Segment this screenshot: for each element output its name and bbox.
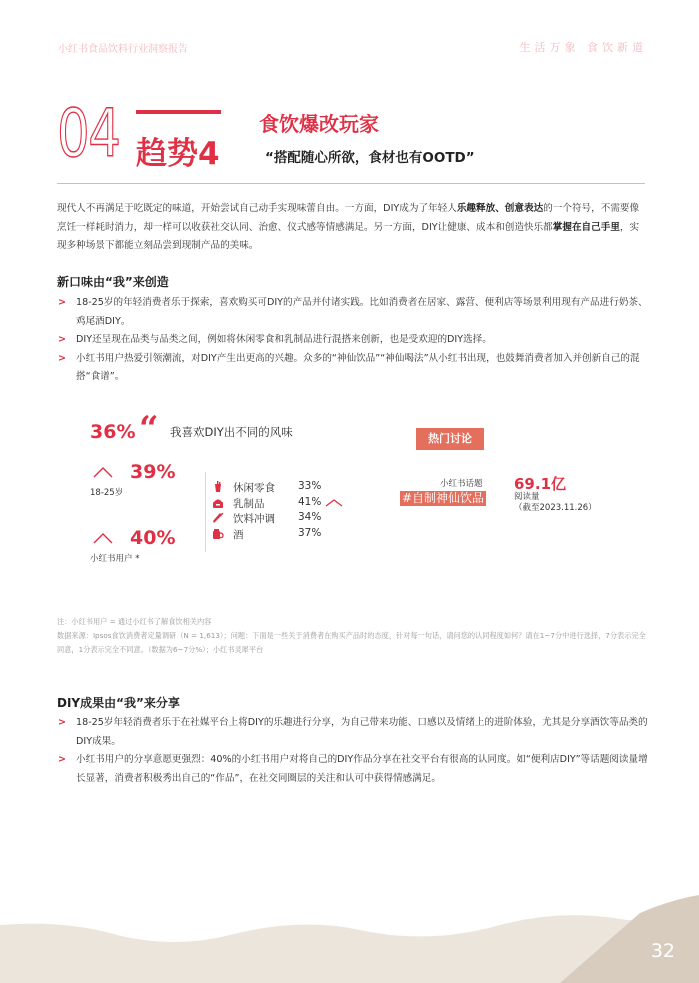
- section-title: 食饮爆改玩家: [259, 112, 379, 136]
- header-tagline: 生活万象 食饮新道: [519, 41, 647, 54]
- page-number: 32: [650, 940, 675, 962]
- topic-label: 小红书话题: [440, 479, 483, 489]
- wine-icon: [212, 528, 224, 540]
- bullet-item: > 小红书用户热爱引领潮流，对DIY产生出更高的兴趣。众多的“神仙饮品”“神仙喝法”从小红书出现，也鼓舞消费者加入并创新自己的混搭“食谱”。: [57, 350, 649, 387]
- block1-heading: 新口味由“我”来创造: [57, 275, 169, 289]
- category-value: 41%: [298, 496, 322, 508]
- quote-icon: “: [139, 409, 159, 449]
- reads-number: 69.1亿: [514, 475, 567, 493]
- section-number: 04: [57, 95, 120, 172]
- category-name: 酒: [233, 529, 244, 541]
- statement-label: 我喜欢DIY出不同的风味: [170, 425, 293, 439]
- block1-bullets: [57, 294, 649, 387]
- snack-icon: [212, 481, 224, 493]
- up-caret-icon: [93, 466, 113, 478]
- report-title: 小红书食品饮料行业洞察报告: [58, 44, 188, 55]
- bullet-item: > 小红书用户的分享意愿更强烈：40%的小红书用户对将自己的DIY作品分享在社交平台有很高的认同度。如“便利店DIY”等话题阅读量增长显著，消费者积极秀出自己的“作品”，在社交同圈层的关注和认可中获得情感满足。: [57, 751, 649, 788]
- block2-bullets: [57, 714, 649, 788]
- category-value: 34%: [298, 511, 322, 523]
- block2-heading: DIY成果由“我”来分享: [57, 696, 180, 710]
- stat-label: 小红书用户 *: [90, 554, 140, 564]
- reads-date: （截至2023.11.26）: [514, 503, 597, 513]
- category-value: 37%: [298, 527, 322, 539]
- section-subtitle: “搭配随心所欲，食材也有OOTD”: [265, 150, 475, 166]
- intro-text-2: 的一个符号，不需要像烹饪一样耗时消力，却一样可以收获社交认同、治愈、仪式感等情感满足。另一方面，DIY让健康、成本和创造快乐都: [57, 203, 640, 233]
- hot-discussion-badge: 热门讨论: [416, 428, 484, 450]
- up-caret-icon: [93, 532, 113, 544]
- bullet-item: > DIY还呈现在品类与品类之间，例如将休闲零食和乳制品进行混搭来创新，也是受欢迎的DIY选择。: [57, 331, 649, 350]
- headline-percent: 36%: [90, 421, 136, 443]
- header-divider: [57, 183, 645, 184]
- drink-icon: [212, 512, 224, 524]
- category-name: 饮料冲调: [233, 513, 275, 525]
- intro-text-1: 现代人不再满足于吃既定的味道，开始尝试自己动手实现味蕾自由。一方面，DIY成为了年轻人: [57, 203, 457, 214]
- reads-label: 阅读量: [514, 492, 540, 502]
- intro-bold-2: 掌握在自己手里: [552, 221, 620, 233]
- stat-percent: 40%: [130, 527, 176, 549]
- hashtag-tag: #自制神仙饮品: [402, 491, 485, 505]
- accent-bar: [136, 110, 221, 114]
- category-name: 休闲零食: [233, 482, 275, 494]
- footer-decoration: [0, 895, 699, 983]
- category-name: 乳制品: [233, 498, 265, 510]
- footnote-line: 注：小红书用户 = 通过小红书了解食饮相关内容: [57, 617, 212, 626]
- infographic-divider: [205, 472, 206, 552]
- intro-bold-1: 乐趣释放、创意表达: [456, 203, 544, 214]
- stat-percent: 39%: [130, 461, 176, 483]
- up-caret-icon: [325, 499, 343, 507]
- bullet-item: > 18-25岁的年轻消费者乐于探索，喜欢购买可DIY的产品并付诸实践。比如消费者在居家、露营、便利店等场景利用现有产品进行奶茶、鸡尾酒DIY。: [57, 294, 649, 331]
- trend-label: 趋势4: [136, 136, 220, 172]
- stat-label: 18-25岁: [90, 488, 124, 498]
- category-value: 33%: [298, 480, 322, 492]
- intro-text-3: ，实现多种场景下都能立刻品尝到现制产品的美味。: [57, 221, 640, 251]
- intro-paragraph: [57, 200, 647, 256]
- bullet-item: > 18-25岁年轻消费者乐于在社媒平台上将DIY的乐趣进行分享，为自己带来功能、口感以及情绪上的进阶体验，尤其是分享酒饮等品类的DIY成果。: [57, 714, 649, 751]
- footnotes: [57, 615, 649, 657]
- footnote-line: 数据来源：Ipsos食饮消费者定量调研（N = 1,613）；问题：下面是一些关于消费者在购买产品时的态度，针对每一句话，请问您的认同程度如何？请在1~7分中进行选择，7分表示完全同意，1分表示完全不同意。（数据为6~7分%）；小红书灵犀平台: [57, 631, 646, 654]
- dairy-icon: [212, 497, 224, 509]
